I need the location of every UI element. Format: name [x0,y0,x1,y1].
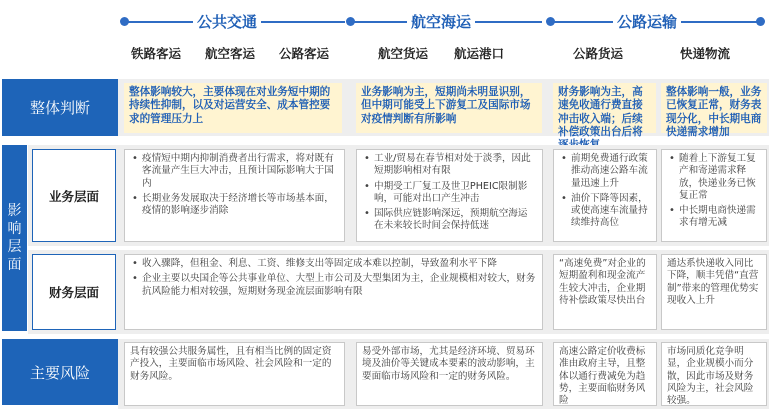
finance-public-item-2: • 企业主要以央国企等公共事业单位、大型上市公司及大型集团为主，企业规模相对较大，财务抗风险能力相对较强，短期财务现金流层面影响有限 [130,273,537,298]
risk-road-freight-text: 高速公路定价收费标准由政府主导，且整体以通行费减免为趋势，主要面临财务风险 [559,346,646,407]
summary-public-transport: 整体影响较大，主要体现在对业务短中期的持续性抑制，以及对运营安全、成本管控要求的管理压力上 [124,83,342,133]
column-header-air-passenger: 航空客运 [205,46,256,61]
business-public-item-1: • 疫情短中期内抑制消费者出行需求，将对既有客流量产生巨大冲击，且预计国际影响大于国内 [130,153,339,190]
risk-public-text: 具有较强公共服务属性，且有相当比例的固定资产投入，主要面临市场风险、社会风险和一定的财务风险。 [130,346,332,382]
business-air-sea-item-3: • 国际供应链影响深远，预期航空海运在未来较长时间会保持低迷 [362,208,537,233]
impact-char-3: 层 [7,239,22,255]
summary-express: 整体影响一般，业务已恢复正常，财务表现分化，中长期电商快递需求增加 [661,83,767,133]
group-dot-mid-right [546,17,555,26]
finance-public-item-1: • 收入骤降，但租金、利息、工资、维修支出等固定成本难以控制，导致盈利水平下降 [130,258,537,270]
row-label-finance: 财务层面 [32,254,116,330]
business-express-item-1: • 随着上下游复工复产和寄递需求释放，快递业务已恢复正常 [667,153,761,202]
group-dot-left [120,17,129,26]
summary-road-freight: 财务影响为主，高速免收通行费直接冲击收入端；后续补偿政策出台后将 [553,83,656,133]
business-road-freight-item-2: • 油价下降等因素，或使高速车流量持续维持高位 [559,193,651,230]
business-express [661,149,767,242]
business-public-transport [124,149,345,242]
risk-public-transport [124,342,345,406]
business-public-item-2: • 长期业务发展取决于经济增长等市场基本面，疫情的影响逐步消除 [130,193,339,218]
risk-express [661,342,767,406]
column-header-air-cargo: 航空货运 [378,46,429,61]
finance-express-text: 通达系快递收入同比下降，顺丰凭借“直营制”带来的管理优势实现收入上升 [667,258,759,306]
finance-road-freight-text: “高速免费”对企业的短期盈利和现金流产生较大冲击，企业期待补偿政策尽快出台 [559,258,646,306]
finance-public-air-sea [124,254,543,330]
business-road-freight [553,149,657,242]
group-title-public-transport: 公共交通 [193,11,261,32]
impact-char-2: 响 [7,221,22,237]
row-label-business: 业务层面 [32,149,116,242]
row-label-impact-level [2,145,27,331]
summary-air-sea: 业务影响为主，短期尚未明显识别，但中期可能受上下游复工及国际市场对疫情判断有所影响 [356,83,542,133]
impact-char-4: 面 [7,257,22,273]
business-air-sea-item-2: • 中期受工厂复工及世卫PHEIC限制影响，可能对出口产生冲击 [362,181,537,206]
risk-air-sea [356,342,543,406]
group-dot-right [756,17,765,26]
risk-express-text: 市场同质化竞争明显，企业规模小而分散，因此市场及财务风险为主，社会风险较强。 [667,346,754,407]
column-header-shipping-port: 航运港口 [454,46,505,61]
column-header-road-passenger: 公路客运 [279,46,330,61]
column-header-road-freight: 公路货运 [573,46,624,61]
business-air-sea [356,149,543,242]
finance-road-freight [553,254,657,330]
group-title-air-sea: 航空海运 [407,11,475,32]
business-road-freight-item-1: • 前期免费通行政策推动高速公路车流量迅速上升 [559,153,651,190]
column-header-express: 快递物流 [680,46,731,61]
impact-char-1: 影 [7,203,22,219]
finance-express [661,254,767,330]
business-air-sea-item-1: • 工业/贸易在春节相对处于淡季，因此短期影响相对有限 [362,153,537,178]
group-title-road-transport: 公路运输 [613,11,681,32]
column-header-rail-passenger: 铁路客运 [131,46,182,61]
row-label-overall: 整体判断 [2,79,118,136]
group-dot-mid-left [346,17,355,26]
risk-road-freight [553,342,657,406]
risk-air-sea-text: 易受外部市场，尤其是经济环境、贸易环境及油价等关键成本要素的波动影响，主要面临市场风险和一定的财务风险。 [362,346,535,382]
row-label-main-risk: 主要风险 [2,339,118,405]
business-express-item-2: • 中长期电商快递需求有增无减 [667,205,761,230]
